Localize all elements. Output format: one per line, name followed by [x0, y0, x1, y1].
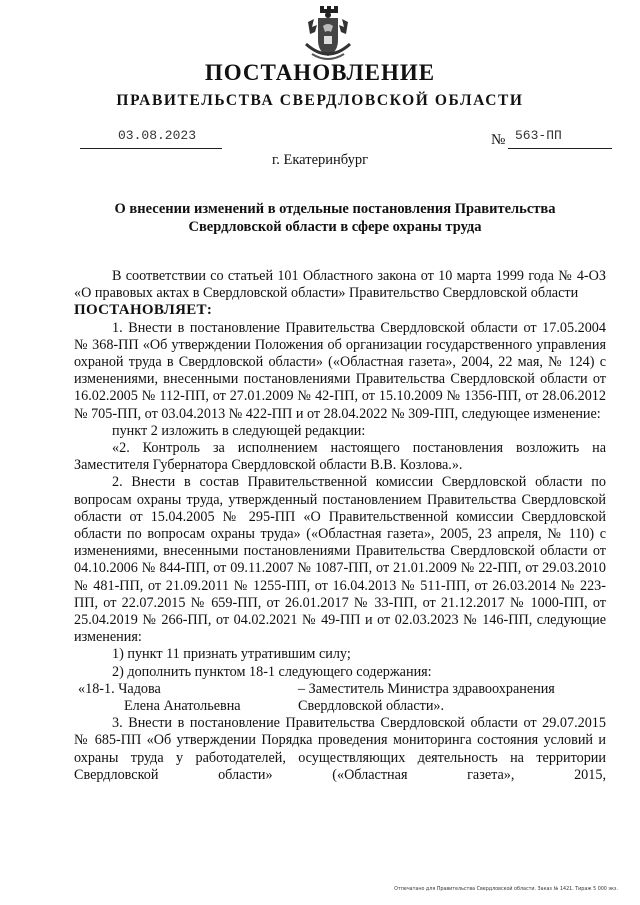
document-issuer: ПРАВИТЕЛЬСТВА СВЕРДЛОВСКОЙ ОБЛАСТИ: [116, 92, 524, 109]
clause-2-paragraph: 2. Внести в состав Правительственной комиссии Свердловской области по вопросам охраны труда, утвержденный постановлением Правительства Свердловской области от 15.04.2005 № 295-ПП «О Правительственной комиссии Свердловской области по вопросам охраны труда» («Областная газета», 2005, 23 апреля, № 110) с изменениями, внесенными постановлениями Правительства Свердловской области от 04.10.2006 № 844-ПП, от 09.11.2007 № 1087-ПП, от 21.01.2009 № 22-ПП, от 29.03.2010 № 481-ПП, от 21.09.2011 № 1255-ПП, от 16.04.2013 № 511-ПП, от 26.03.2014 № 223-ПП, от 22.07.2015 № 659-ПП, от 26.01.2017 № 33-ПП, от 21.12.2017 № 1000-ПП, от 25.04.2019 № 266-ПП, от 04.02.2021 № 49-ПП и от 02.03.2023 № 146-ПП, следующие изменения:: [74, 474, 606, 646]
decree-heading: ПОСТАНОВЛЯЕТ:: [74, 302, 213, 319]
number-underline: [508, 148, 612, 149]
preamble-paragraph: В соответствии со статьей 101 Областного закона от 10 марта 1999 года № 4-ОЗ «О правовых актах в Свердловской области» Правительство Свердловской области: [74, 268, 606, 302]
commission-member-entry: [78, 681, 606, 715]
print-imprint: Отпечатано для Правительства Свердловской области. Заказ № 1421. Тираж 5 000 экз.: [394, 887, 618, 892]
date-underline: [80, 148, 222, 149]
coat-of-arms-icon: [302, 4, 354, 62]
clause-1-new-text: «2. Контроль за исполнением настоящего постановления возложить на Заместителя Губернатора Свердловской области В.В. Козлова.».: [74, 440, 606, 474]
number-label: №: [491, 132, 506, 148]
clause-2-item-1: 1) пункт 11 признать утратившим силу;: [112, 646, 351, 663]
clause-3-paragraph: 3. Внести в постановление Правительства Свердловской области от 29.07.2015 № 685-ПП «Об утверждении Порядка проведения мониторинга состояния условий и охраны труда у работодателей, осуществляющих деятельность на территории Свердловской области» («Областная газета», 2015,: [74, 715, 606, 783]
clause-1-instruction: пункт 2 изложить в следующей редакции:: [112, 422, 366, 439]
clause-1-paragraph: 1. Внести в постановление Правительства Свердловской области от 17.05.2004 № 368-ПП «Об утверждении Положения об организации государственного управления охраной труда в Свердловской области» («Областная газета», 2004, 22 мая, № 124) с изменениями, внесенными постановлениями Правительства Свердловской области от 16.02.2005 № 112-ПП, от 27.01.2009 № 42-ПП, от 15.10.2009 № 1356-ПП, от 28.06.2012 № 705-ПП, от 03.04.2013 № 422-ПП и от 28.04.2022 № 309-ПП, следующее изменение:: [74, 319, 606, 422]
document-body: [74, 268, 606, 784]
member-name-line: «18-1. Чадова: [78, 680, 161, 697]
document-title: ПОСТАНОВЛЕНИЕ: [204, 60, 436, 85]
member-position-line: – Заместитель Министра здравоохранения: [298, 680, 555, 697]
subject-line: О внесении изменений в отдельные постановления Правительства: [114, 201, 556, 217]
document-date: 03.08.2023: [118, 128, 197, 143]
clause-2-item-2: 2) дополнить пунктом 18-1 следующего содержания:: [112, 663, 432, 680]
document-city: г. Екатеринбург: [271, 152, 369, 168]
document-number: 563-ПП: [515, 128, 562, 143]
member-name-line: Елена Анатольевна: [124, 698, 241, 715]
subject-line: Свердловской области в сфере охраны труда: [188, 219, 482, 235]
member-position-line: Свердловской области».: [298, 698, 445, 715]
document-subject: [90, 200, 580, 236]
